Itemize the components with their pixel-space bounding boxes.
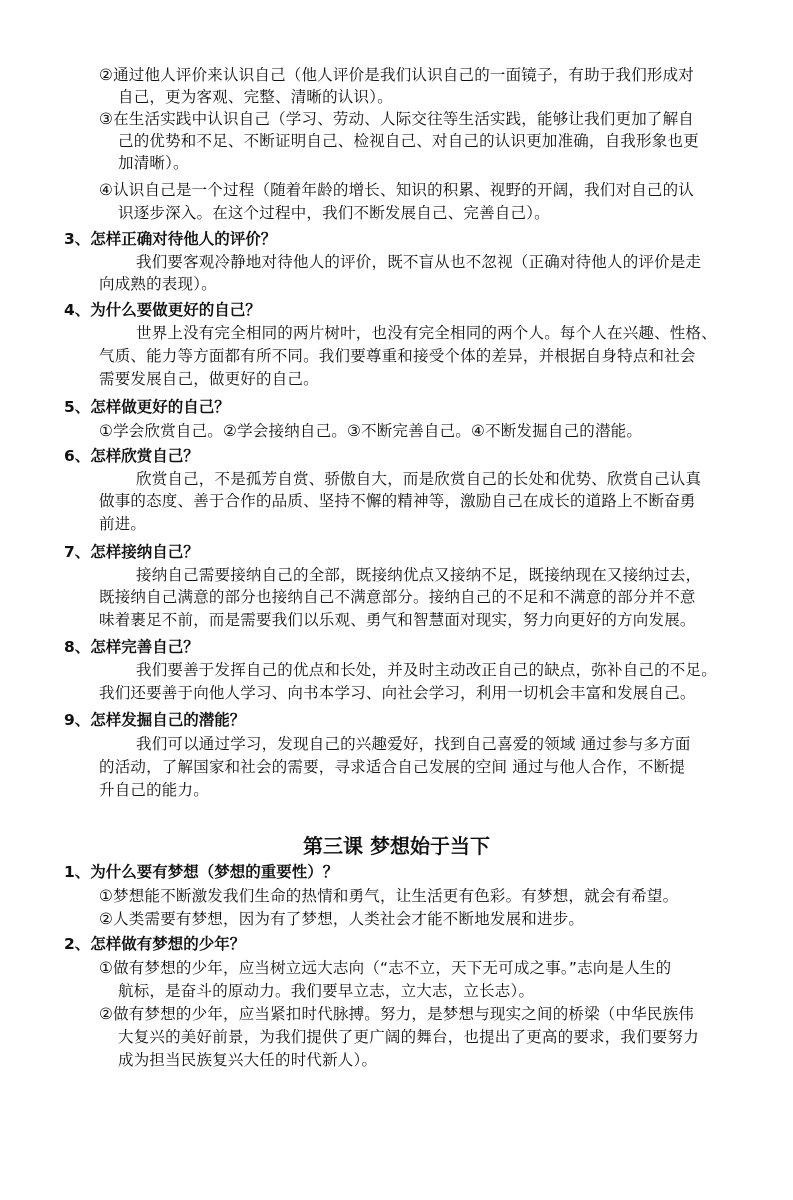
text-line: 世界上没有完全相同的两片树叶，也没有完全相同的两个人。每个人在兴趣、性格、 — [136, 324, 717, 342]
text-line: ①做有梦想的少年，应当树立远大志向（“志不立，天下无可成之事。”志向是人生的 — [99, 959, 672, 977]
text-line: 升自己的能力。 — [99, 781, 209, 799]
text-line: ②通过他人评价来认识自己（他人评价是我们认识自己的一面镜子，有助于我们形成对 — [99, 66, 694, 84]
question-heading: 5、怎样做更好的自己？ — [64, 398, 230, 416]
text-line: 大复兴的美好前景，为我们提供了更广阔的舞台，也提出了更高的要求，我们要努力 — [118, 1028, 699, 1046]
text-line: 向成熟的表现）。 — [99, 275, 217, 293]
text-line: 成为担当民族复兴大任的时代新人）。 — [118, 1051, 378, 1069]
question-heading: 3、怎样正确对待他人的评价？ — [64, 230, 277, 248]
question-heading: 2、怎样做有梦想的少年？ — [64, 935, 246, 953]
text-line: 的活动，了解国家和社会的需要，寻求适合自己发展的空间 通过与他人合作，不断提 — [99, 758, 686, 776]
text-line: 己的优势和不足、不断证明自己、检视自己、对自己的认识更加准确，自我形象也更 — [118, 132, 699, 150]
question-heading: 6、怎样欣赏自己？ — [64, 447, 199, 465]
text-line: 既接纳自己满意的部分也接纳自己不满意部分。接纳自己的不足和不满意的部分并不意 — [99, 588, 696, 606]
text-line: 气质、能力等方面都有所不同。我们要尊重和接受个体的差异，并根据自身特点和社会 — [99, 347, 696, 365]
text-line: 需要发展自己，做更好的自己。 — [99, 370, 319, 388]
text-line: 我们可以通过学习，发现自己的兴趣爱好，找到自己喜爱的领域 通过参与多方面 — [136, 735, 691, 753]
text-line: ②人类需要有梦想，因为有了梦想，人类社会才能不断地发展和进步。 — [99, 910, 585, 928]
text-line: ①学会欣赏自己。②学会接纳自己。③不断完善自己。④不断发掘自己的潜能。 — [99, 422, 643, 440]
text-line: 做事的态度、善于合作的品质、坚持不懈的精神等，激励自己在成长的道路上不断奋勇 — [99, 492, 696, 510]
text-line: 味着裹足不前，而是需要我们以乐观、勇气和智慧面对现实，努力向更好的方向发展。 — [99, 611, 696, 629]
text-line: ③在生活实践中认识自己（学习、劳动、人际交往等生活实践，能够让我们更加了解自 — [99, 110, 694, 128]
text-line: 我们要善于发挥自己的优点和长处，并及时主动改正自己的缺点，弥补自己的不足。 — [136, 661, 717, 679]
question-heading: 9、怎样发掘自己的潜能？ — [64, 711, 246, 729]
text-line: ④认识自己是一个过程（随着年龄的增长、知识的积累、视野的开阔，我们对自己的认 — [99, 181, 694, 199]
text-line: 接纳自己需要接纳自己的全部，既接纳优点又接纳不足，既接纳现在又接纳过去， — [136, 566, 702, 584]
question-heading: 1、为什么要有梦想（梦想的重要性）？ — [64, 863, 339, 881]
text-line: 欣赏自己，不是孤芳自赏、骄傲自大，而是欣赏自己的长处和优势、欣赏自己认真 — [136, 470, 702, 488]
lesson-title: 第三课 梦想始于当下 — [303, 834, 490, 858]
text-line: 航标，是奋斗的原动力。我们要早立志，立大志，立长志）。 — [118, 982, 535, 1000]
text-line: ①梦想能不断激发我们生命的热情和勇气，让生活更有色彩。有梦想，就会有希望。 — [99, 887, 679, 905]
text-line: 加清晰）。 — [118, 154, 189, 172]
question-heading: 8、怎样完善自己？ — [64, 638, 199, 656]
text-line: 前进。 — [99, 515, 147, 533]
text-line: 我们还要善于向他人学习、向书本学习、向社会学习，利用一切机会丰富和发展自己。 — [99, 684, 696, 702]
text-line: 自己，更为客观、完整、清晰的认识）。 — [118, 88, 393, 106]
text-line: 识逐步深入。在这个过程中，我们不断发展自己、完善自己）。 — [118, 204, 550, 222]
text-line: 我们要客观冷静地对待他人的评价，既不盲从也不忽视（正确对待他人的评价是走 — [136, 253, 702, 271]
question-heading: 4、为什么要做更好的自己？ — [64, 301, 261, 319]
text-line: ②做有梦想的少年，应当紧扣时代脉搏。努力，是梦想与现实之间的桥梁（中华民族伟 — [99, 1005, 694, 1023]
question-heading: 7、怎样接纳自己？ — [64, 543, 199, 561]
